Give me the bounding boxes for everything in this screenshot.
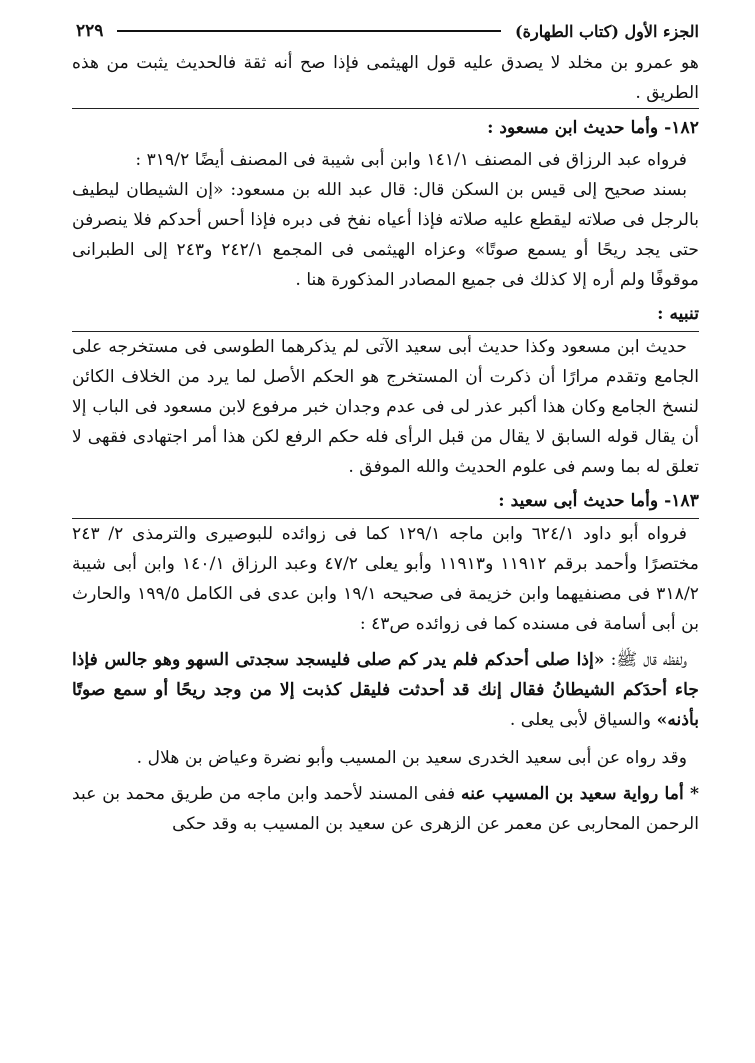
paragraph-6 (72, 645, 699, 735)
paragraph-2: فرواه عبد الرزاق فى المصنف ١٤١/١ وابن أبى شيبة فى المصنف أيضًا ٣١٩/٢ : (135, 150, 687, 170)
paragraph-1: هو عمرو بن مخلد لا يصدق عليه قول الهيثمى فإذا صح أنه ثقة فالحديث يثبت من هذه الطريق . (72, 53, 699, 103)
running-header (72, 14, 699, 48)
heading-182: ١٨٢- وأما حديث ابن مسعود : (487, 118, 699, 138)
paragraph-7: وقد رواه عن أبى سعيد الخدرى سعيد بن المسيب وأبو نضرة وعياض بن هلال . (136, 748, 687, 768)
heading-note: تنبيه : (657, 304, 699, 324)
paragraph-8-lead: * أما رواية سعيد بن المسيب عنه (461, 784, 699, 804)
book-page (72, 14, 699, 1053)
paragraph-6-tail: والسياق لأبى يعلى . (509, 710, 657, 730)
header-title: الجزء الأول (كتاب الطهارة) (515, 21, 699, 41)
heading-183: ١٨٣- وأما حديث أبى سعيد : (498, 491, 699, 511)
paragraph-8-rest: ففى المسند لأحمد وابن ماجه من طريق محمد بن عبد الرحمن المحاربى عن معمر عن الزهرى عن سعيد بن المسيب به وقد حكى (72, 784, 699, 834)
header-rule (117, 30, 501, 32)
paragraph-6-intro: ولفظه قال ﷺ: (604, 650, 687, 670)
paragraph-4: حديث ابن مسعود وكذا حديث أبى سعيد الآتى لم يذكرهما الطوسى فى مستخرجه على الجامع وتقدم مرارًا أن ذكرت أن المستخرج هو الحكم الأصل لما يرد من الخلاف الكائن لنسخ الجامع وكان هذا أكبر عذر لى فى عدم وجدان خبر مرفوع لابن مسعود فى الباب إلا أن يقال قوله السابق لا يقال من قبل الرأى فله حكم الرفع لكن هذا أمر اجتهادى فقهى لا تعلق له بما وسم فى علوم الحديث والله الموفق . (72, 337, 699, 477)
paragraph-5: فرواه أبو داود ٦٢٤/١ وابن ماجه ١٢٩/١ كما فى زوائده للبوصيرى والترمذى ٢/ ٢٤٣ مختصرًا وأحمد برقم ١١٩١٢ و١١٩١٣ وأبو يعلى ٤٧/٢ وعبد الرزاق ١٤٠/١ وابن أبى شيبة ٣١٨/٢ فى مصنفيهما وابن خزيمة فى صحيحه ١٩/١ وابن عدى فى الكامل ١٩٩/٥ والحارث بن أبى أسامة فى مسنده كما فى زوائده ص٤٣ : (72, 524, 699, 634)
page-number: ٢٢٩ (76, 21, 104, 41)
spacer (72, 735, 699, 743)
paragraph-3: بسند صحيح إلى قيس بن السكن قال: قال عبد الله بن مسعود: «إن الشيطان ليطيف بالرجل فى صلاته ليقطع عليه صلاته فإذا أعياه نفخ فى دبره فإذا أحس أحدكم فلا ينصرفن حتى يجد ريحًا أو يسمع صوتًا» وعزاه الهيثمى فى المجمع ٢٤٢/١ و٢٤٣ إلى الطبرانى موقوفًا ولم أره إلا كذلك فى جميع المصادر المذكورة هنا . (72, 180, 699, 290)
hadith-quote: «إذا صلى أحدكم فلم يدر كم صلى فليسجد سجدتى السهو وهو جالس فإذا جاء أحدَكم الشيطانُ فقال إنك قد أحدثت فليقل كذبت إلا من وجد ريحًا أو سمع صوتًا بأذنه» (72, 650, 699, 730)
separator-rule (72, 108, 699, 109)
page-body (72, 48, 699, 839)
paragraph-8 (72, 779, 699, 839)
